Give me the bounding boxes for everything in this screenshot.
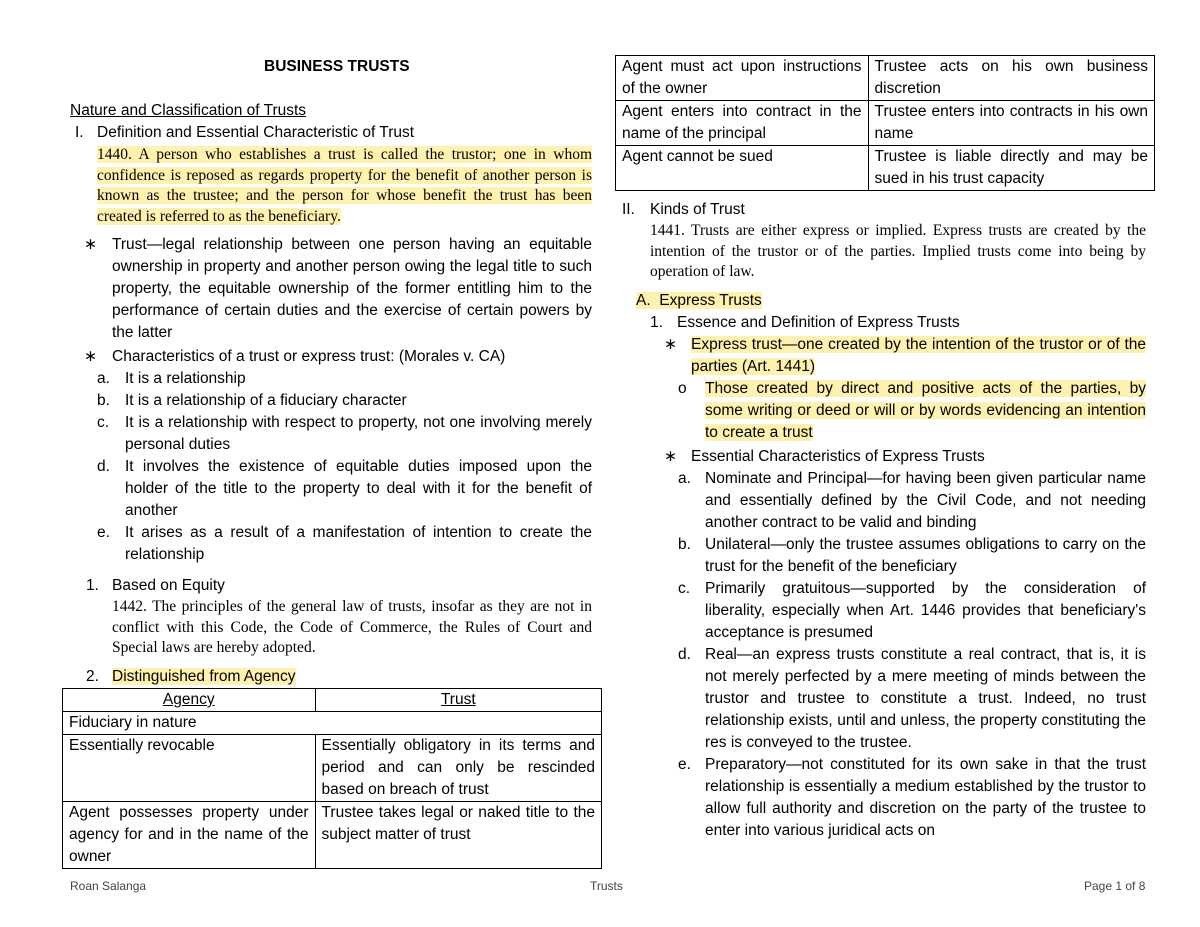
roman-two-marker: II. [622,201,635,218]
page-title: BUSINESS TRUSTS [264,58,410,75]
table-row [63,735,602,802]
agency-trust-table [62,688,602,869]
table-cell: Agent cannot be sued [616,146,869,191]
list-item: e. Preparatory—not constituted for its own sake in that the trust relationship is essentially a medium established by the trustor to allow full authority and discretion on the party of the trustee to enter into various juridical acts on [678,756,1146,839]
article-1441: 1441. Trusts are either express or implied. Express trusts are created by the intention of the trustor or of the parties. Implied trusts come into being by operation of law. [650,222,1146,280]
list-item: b. Unilateral—only the trustee assumes obligations to carry on the trust for the benefit of the beneficiary [678,536,1146,575]
circle-bullet-icon: o [678,380,687,397]
section-heading: Nature and Classification of Trusts [70,102,307,119]
bullet-express-trust: ∗ Express trust—one created by the intention of the trustor or of the parties (Art. 1441) [664,336,1146,375]
list-item: b. It is a relationship of a fiduciary character [97,392,407,409]
bullet-icon: ∗ [664,448,677,465]
table-cell: Trustee is liable directly and may be sued in his trust capacity [868,146,1154,191]
footer-page-number: Page 1 of 8 [1084,879,1146,893]
table-row [63,802,602,869]
characteristics-list [97,368,592,566]
roman-one-title: Definition and Essential Characteristic of Trust [97,124,415,141]
num-two-title: Distinguished from Agency [112,668,296,685]
article-1442: 1442. The principles of the general law of trusts, insofar as they are not in conflict with this Code, the Code of Commerce, the Rules of Court and Special laws are hereby adopted. [112,598,592,656]
list-item: c. Primarily gratuitous—supported by the consideration of liberality, especially when Art. 1446 provides that beneficiary's acceptance is presumed [678,580,1146,641]
table-row [616,56,1155,101]
table-header-agency: Agency [63,689,316,712]
bullet-essential-characteristics: ∗ Essential Characteristics of Express Trusts [664,446,1146,468]
agency-trust-table-continued [615,55,1155,191]
table-row [616,101,1155,146]
essential-characteristics-list [678,468,1146,842]
list-item: e. It arises as a result of a manifestation of intention to create the relationship [97,524,592,563]
bullet-icon: ∗ [84,236,97,253]
table-cell: Agent possesses property under agency for and in the name of the owner [63,802,316,869]
table-cell: Agent must act upon instructions of the owner [616,56,869,101]
table-cell: Fiduciary in nature [63,712,602,735]
letter-a-marker: A. [636,292,651,309]
num-one-marker: 1. [86,577,99,594]
num-one-title: Based on Equity [112,577,225,594]
table-cell: Essentially obligatory in its terms and period and can only be rescinded based on breach of trust [315,735,601,802]
bullet-icon: ∗ [664,336,677,353]
footer-author: Roan Salanga [70,879,147,893]
bullet-icon: ∗ [84,348,97,365]
table-cell: Agent enters into contract in the name of the principal [616,101,869,146]
list-item: d. It involves the existence of equitable duties imposed upon the holder of the title to the property to deal with it for the benefit of another [97,458,592,519]
table-cell: Essentially revocable [63,735,316,802]
bullet-characteristics: ∗ Characteristics of a trust or express trust: (Morales v. CA) [84,346,592,368]
sub-bullet: o Those created by direct and positive acts of the parties, by some writing or deed or will or by words evidencing an intention to create a trust [678,380,1146,441]
bullet-trust-definition: ∗ Trust—legal relationship between one person having an equitable ownership in property and another person owing the legal title to such property, the equitable ownership of the former entitling him to the performance of certain duties and the exercise of certain powers by the latter [84,236,592,341]
num-two-marker: 2. [86,668,99,685]
roman-two-title: Kinds of Trust [650,201,745,218]
list-item: d. Real—an express trusts constitute a real contract, that is, it is not merely perfected by a mere meeting of minds between the trustor and trustee to constitute a trust. Indeed, no trust relationship exists, until and unless, the property constituting the res is conveyed to the trustee. [678,646,1146,751]
footer-topic: Trusts [590,879,623,893]
roman-one-marker: I. [75,124,84,141]
table-cell: Trustee enters into contracts in his own name [868,101,1154,146]
num-one-marker-right: 1. [650,314,663,331]
table-row [616,146,1155,191]
table-header-trust: Trust [315,689,601,712]
table-row [63,712,602,735]
list-item: a. It is a relationship [97,370,246,387]
table-cell: Trustee takes legal or naked title to the subject matter of trust [315,802,601,869]
express-trusts-heading: A. Express Trusts [636,292,762,309]
num-one-title-right: Essence and Definition of Express Trusts [677,314,960,331]
table-row [63,689,602,712]
list-item: c. It is a relationship with respect to property, not one involving merely personal duties [97,414,592,453]
table-cell: Trustee acts on his own business discretion [868,56,1154,101]
article-1440: 1440. A person who establishes a trust is called the trustor; one in whom confidence is reposed as regards property for the benefit of another person is known as the trustee; and the person for whose benefit the trust has been created is referred to as the beneficiary. [97,146,592,225]
list-item: a. Nominate and Principal—for having been given particular name and essentially defined by the Civil Code, and not needing another contract to be valid and binding [678,470,1146,531]
